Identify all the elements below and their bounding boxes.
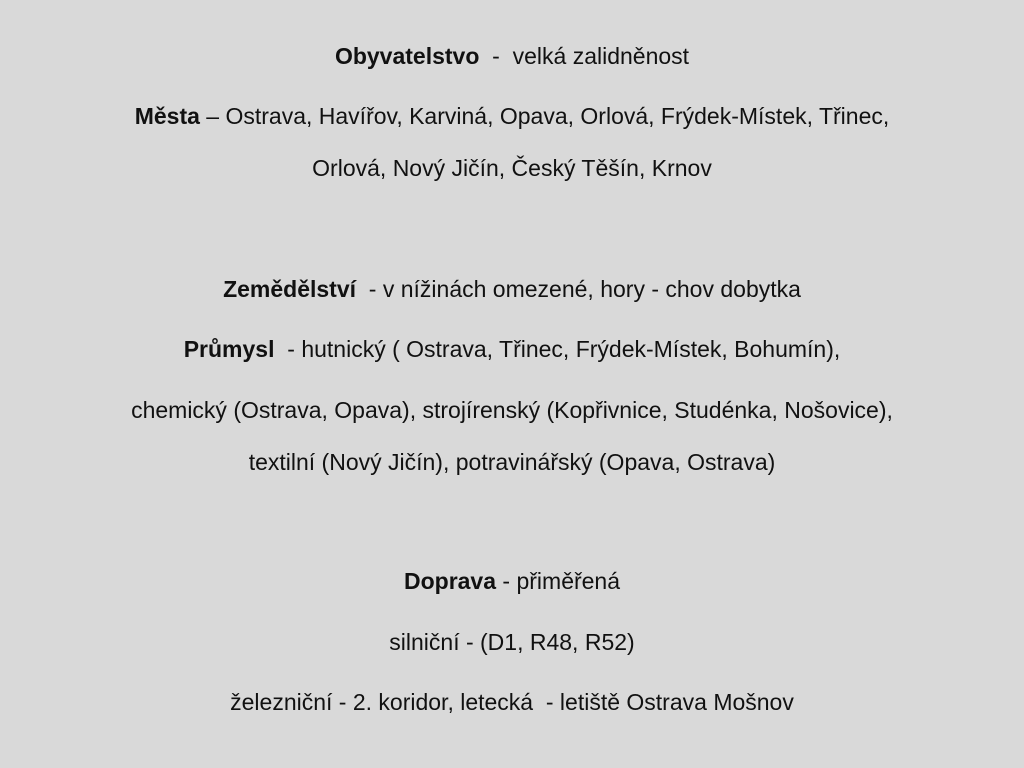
cities-text-1: – Ostrava, Havířov, Karviná, Opava, Orlová, Frýdek-Místek, Třinec, [199, 103, 890, 129]
agriculture-label: Zemědělství [223, 276, 357, 302]
industry-text-1: - hutnický ( Ostrava, Třinec, Frýdek-Místek, Bohumín), [274, 336, 841, 362]
cities-text-2: Orlová, Nový Jičín, Český Těšín, Krnov [312, 155, 712, 181]
cities-label: Města [134, 103, 200, 129]
industry-text-3: textilní (Nový Jičín), potravinářský (Opava, Ostrava) [248, 449, 776, 475]
transport-text: - přiměřená [496, 568, 621, 594]
industry-text-2: chemický (Ostrava, Opava), strojírenský (Kopřivnice, Studénka, Nošovice), [131, 397, 893, 423]
cities-line-2 [0, 153, 1024, 183]
transport-road-text: silniční - (D1, R48, R52) [389, 629, 635, 655]
transport-line [0, 566, 1024, 596]
population-line [0, 41, 1024, 71]
population-label: Obyvatelstvo [334, 43, 480, 69]
industry-line-1 [0, 334, 1024, 364]
industry-label: Průmysl [183, 336, 275, 362]
population-text: - velká zalidněnost [479, 43, 690, 69]
agriculture-line [0, 274, 1024, 304]
agriculture-text: - v nížinách omezené, hory - chov dobytka [356, 276, 801, 302]
cities-line-1 [0, 101, 1024, 131]
industry-line-2 [0, 395, 1024, 425]
transport-rail-air-text: železniční - 2. koridor, letecká - letiště Ostrava Mošnov [230, 689, 794, 715]
industry-line-3 [0, 447, 1024, 477]
transport-road-line [0, 627, 1024, 657]
transport-rail-air-line [0, 687, 1024, 717]
transport-label: Doprava [403, 568, 497, 594]
